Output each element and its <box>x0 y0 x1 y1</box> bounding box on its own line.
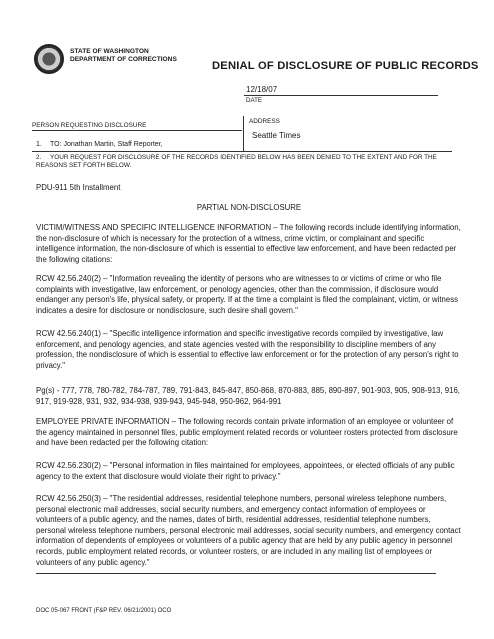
date-underline <box>244 95 438 96</box>
item-2-number: 2. <box>36 154 42 161</box>
agency-line-1: STATE OF WASHINGTON <box>70 48 149 55</box>
requester-divider <box>32 130 242 131</box>
item-2 <box>36 154 456 170</box>
requester-label: PERSON REQUESTING DISCLOSURE <box>32 122 147 129</box>
page-list: Pg(s) - 777, 778, 780-782, 784-787, 789, 791-843, 845-847, 850-868, 870-883, 885, 890-897, 901-903, 905, 908-913, 916, 917, 919-928, 931, 932, 934-938, 939-943, 945-948, 950-962, 964-991 <box>36 386 460 406</box>
paragraph-employee-info: EMPLOYEE PRIVATE INFORMATION – The following records contain private information of an employee or volunteer of the agency maintained in personnel files, public employment related records or volunteer rosters protected from disclosure and have been redacted per the following citation: <box>36 417 458 448</box>
agency-name <box>70 48 177 64</box>
date-label: DATE <box>246 97 263 104</box>
section-heading: PARTIAL NON-DISCLOSURE <box>196 203 302 212</box>
item-2-text: YOUR REQUEST FOR DISCLOSURE OF THE RECORDS IDENTIFIED BELOW HAS BEEN DENIED TO THE EXTENT AND FOR THE REASONS SET FORTH BELOW. <box>36 154 437 169</box>
end-rule <box>36 573 436 574</box>
item-1-text: TO: Jonathan Martin, Staff Reporter, <box>50 141 163 148</box>
state-seal-icon <box>34 44 64 74</box>
paragraph-rcw-250-3: RCW 42.56.250(3) – "The residential addresses, residential telephone numbers, personal wireless telephone numbers, personal electronic mail addresses, social security numbers, and emergency contact information of employees or volunteers of a public agency, and the names, dates of birth, residential addresses, residential telephone numbers, personal wireless telephone numbers, personal electronic mail addresses, social security numbers, and emergency contact information of dependents of employees or volunteers of a public agency that are held by any public agency in personnel records, public employment related records, or volunteer rosters, or are included in any mailing list of employees or volunteers of any public agency." <box>36 494 461 567</box>
form-id: DOC 05-067 FRONT (F&P REV. 06/21/2001) OCO <box>36 608 172 614</box>
paragraph-victim-witness: VICTIM/WITNESS AND SPECIFIC INTELLIGENCE INFORMATION – The following records include identifying information, the non-disclosure of which is necessary for the protection of a witness, crime victim, or complainant and specific intelligence information, the non-disclosure of which is essential to effective law enforcement, and have been redacted per the following citations: <box>36 223 461 264</box>
date-value: 12/18/07 <box>246 85 278 94</box>
document-title: DENIAL OF DISCLOSURE OF PUBLIC RECORDS <box>212 60 479 72</box>
address-divider <box>243 116 244 152</box>
reference-number: PDU-911 5th Installment <box>36 183 121 192</box>
item-1 <box>36 141 163 148</box>
item-1-number: 1. <box>36 141 42 148</box>
address-value: Seattle Times <box>252 131 301 140</box>
agency-line-2: DEPARTMENT OF CORRECTIONS <box>70 56 177 63</box>
paragraph-rcw-230-2: RCW 42.56.230(2) – "Personal information in files maintained for employees, appointees, or elected officials of any public agency to the extent that disclosure would violate their right to privacy." <box>36 461 455 481</box>
paragraph-rcw-240-2: RCW 42.56.240(2) – "Information revealing the identity of persons who are witnesses to or victims of crime or who file complaints with investigative, law enforcement, or penology agencies, other than the commission, if disclosure would endanger any person's life, physical safety, or property. If at the time a complaint is filed the complainant, victim, or witness indicates a desire for disclosure or nondisclosure, such desire shall govern." <box>36 274 458 315</box>
form-divider <box>32 151 452 152</box>
paragraph-rcw-240-1: RCW 42.56.240(1) – "Specific intelligence information and specific investigative records compiled by investigative, law enforcement, and penology agencies, and state agencies vested with the responsibility to discipline members of any profession, the nondisclosure of which is essential to effective law enforcement or for the protection of any person's right to privacy." <box>36 329 459 370</box>
address-label: ADDRESS <box>249 118 280 125</box>
